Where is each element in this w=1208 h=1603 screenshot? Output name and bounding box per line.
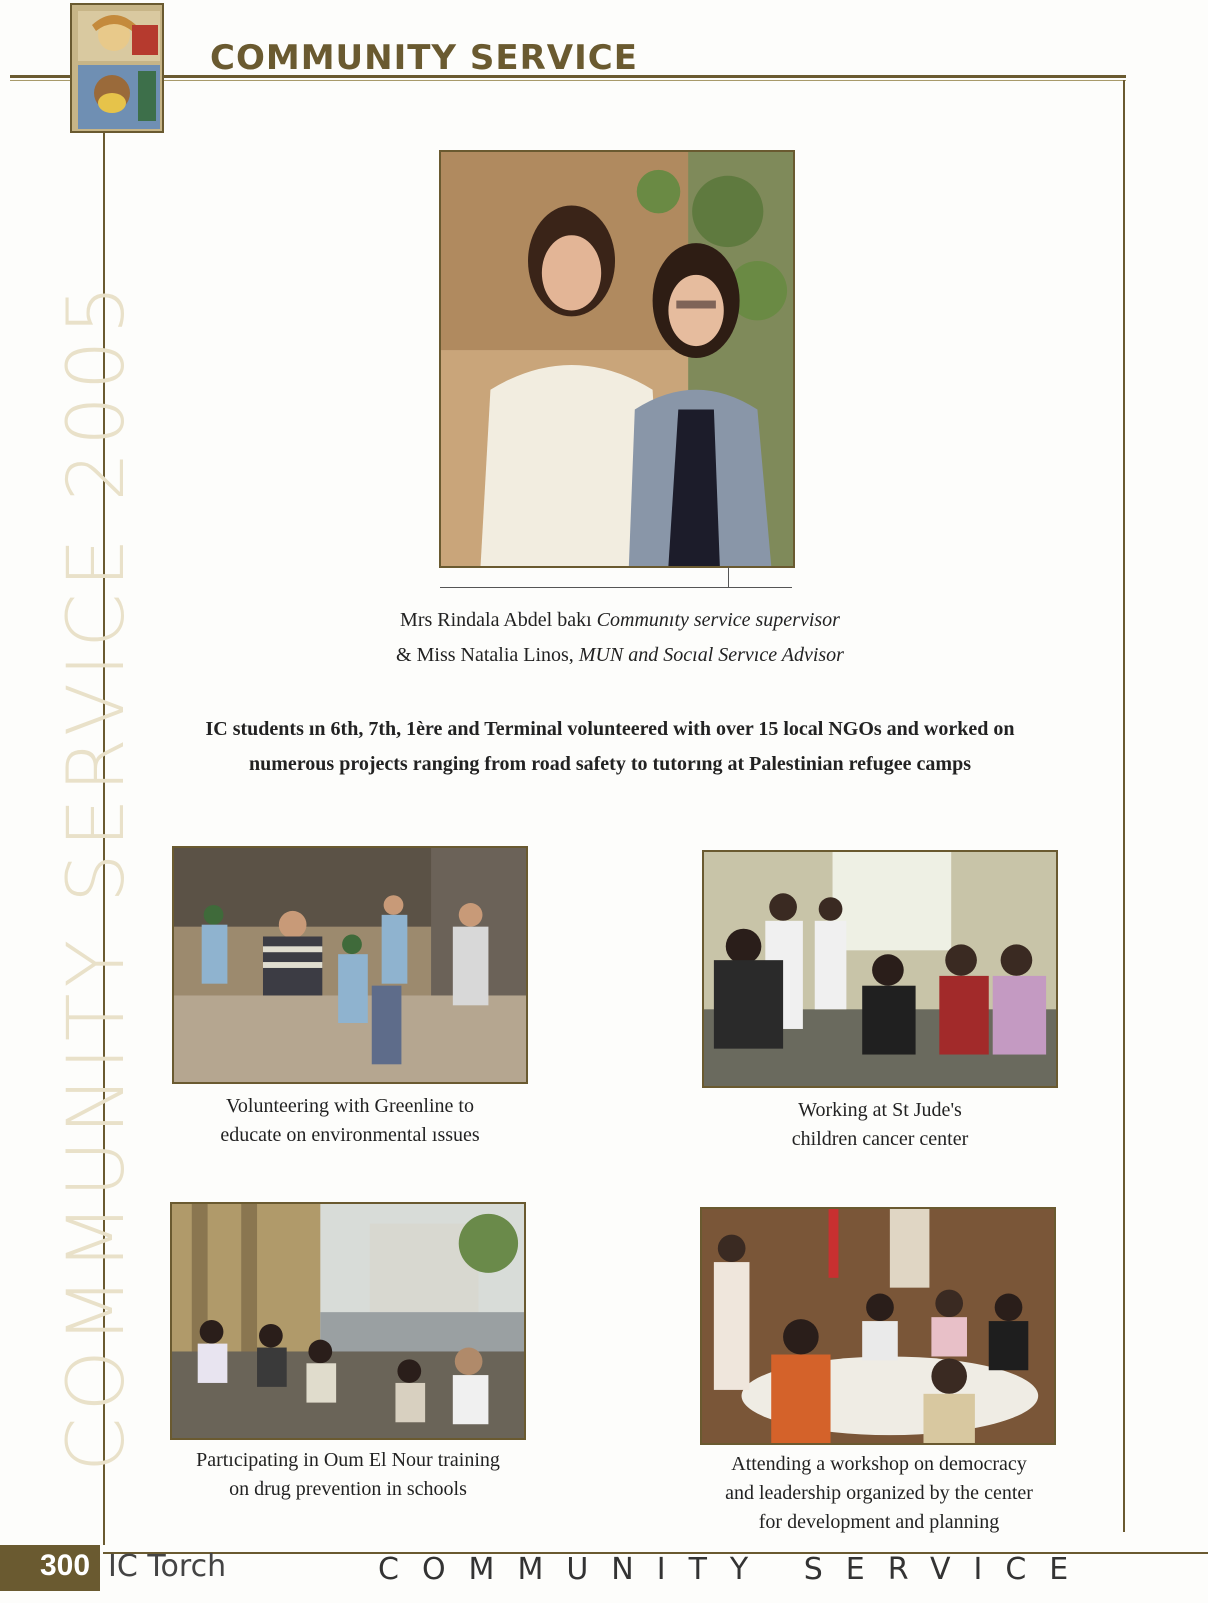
oum-el-nour-caption (146, 1446, 550, 1504)
publication-name: IC Torch (108, 1549, 227, 1584)
workshop-caption-line-2: and leadership organized by the center (725, 1482, 1033, 1504)
st-judes-caption-line-2: children cancer center (791, 1128, 969, 1150)
oum-el-nour-caption-line-1: Partıcipating in Oum El Nour training (196, 1449, 500, 1471)
supervisor-role: Communıty service supervisor (596, 609, 840, 631)
greenline-caption (172, 1092, 528, 1150)
spine-text: COMMUNITY SERVICE 2005 (52, 278, 142, 1472)
workshop-caption (690, 1450, 1068, 1537)
supervisor-name: Mrs Rindala Abdel bakı (400, 609, 592, 631)
footer-section-title: COMMUNITY SERVICE (378, 1552, 1092, 1587)
intro-paragraph (150, 712, 1070, 782)
oum-el-nour-caption-line-2: on drug prevention in schools (229, 1478, 467, 1500)
caption-line-1 (290, 603, 950, 638)
st-judes-photo (702, 850, 1058, 1088)
oum-el-nour-photo (170, 1202, 526, 1440)
workshop-caption-line-1: Attending a workshop on democracy (731, 1453, 1027, 1475)
caption-connector-vertical (728, 567, 729, 587)
intro-line-2: numerous projects ranging from road safety to tutorıng at Palestinian refugee camps (249, 753, 971, 775)
workshop-caption-line-3: for development and planning (758, 1511, 1000, 1533)
greenline-photo (172, 846, 528, 1084)
caption-line-2 (290, 638, 950, 673)
greenline-caption-line-1: Volunteering with Greenline to (226, 1095, 474, 1117)
right-frame-line (1123, 80, 1125, 1532)
greenline-caption-line-2: educate on environmental ıssues (220, 1124, 480, 1146)
main-photo-caption (290, 603, 950, 673)
workshop-photo (700, 1207, 1056, 1445)
caption-connector-line (440, 587, 792, 588)
header-rule-thin (10, 80, 1126, 81)
advisor-name: & Miss Natalia Linos, (396, 644, 574, 666)
advisor-role: MUN and Socıal Servıce Advisor (578, 644, 844, 666)
st-judes-caption-line-1: Working at St Jude's (798, 1099, 962, 1121)
section-title: COMMUNITY SERVICE (210, 38, 638, 78)
st-judes-caption (690, 1096, 1070, 1154)
main-portrait-photo (439, 150, 795, 568)
section-logo-image (70, 3, 164, 133)
intro-line-1: IC students ın 6th, 7th, 1ère and Terminal volunteered with over 15 local NGOs and worked on (205, 718, 1015, 740)
page-number: 300 (40, 1549, 91, 1582)
